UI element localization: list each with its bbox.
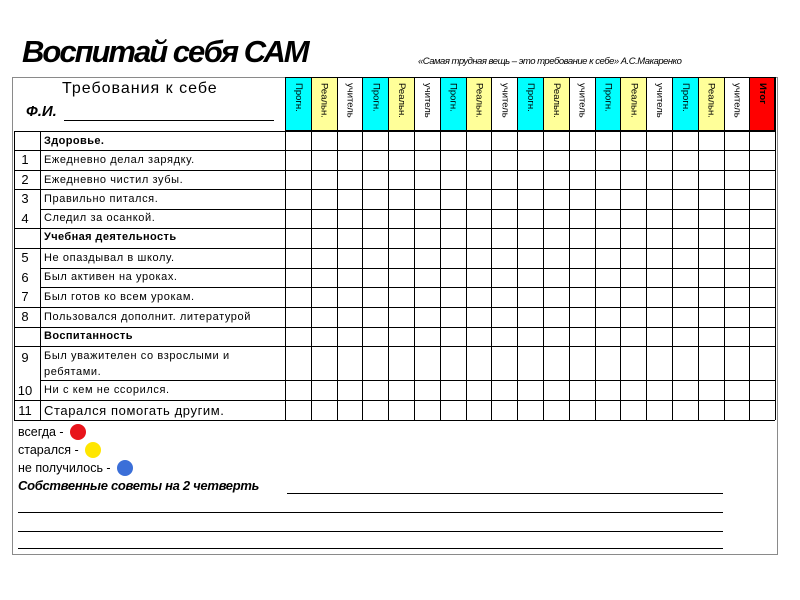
- quote: «Самая трудная вещь – это требование к себе» А.С.Макаренко: [418, 56, 682, 67]
- yellow-circle-icon: [85, 442, 101, 458]
- list-item: Не опаздывал в школу.: [44, 252, 175, 264]
- blue-circle-icon: [117, 460, 133, 476]
- grid-line: [646, 77, 647, 420]
- grid-line: [466, 77, 467, 420]
- total-column-header: [749, 77, 775, 131]
- row-number: 6: [21, 270, 29, 285]
- column-header-label: Реальн.: [705, 83, 717, 118]
- section-upbringing: Воспитанность: [44, 330, 133, 342]
- advice-line[interactable]: [287, 493, 723, 494]
- grid-line: [311, 77, 312, 420]
- column-header-label: Реальн.: [318, 83, 330, 118]
- grid-line: [14, 400, 775, 401]
- grid-line: [40, 268, 775, 269]
- grid-line: [775, 77, 776, 420]
- grid-line: [517, 77, 518, 420]
- row-number: 3: [21, 191, 29, 206]
- column-header: [440, 77, 467, 131]
- list-item: Был уважителен со взрослыми и ребятами.: [44, 350, 230, 378]
- column-header: [285, 77, 312, 131]
- legend-failed: [18, 460, 133, 476]
- advice-line[interactable]: [18, 548, 723, 549]
- row-number: 1: [21, 152, 29, 167]
- column-header: [724, 77, 751, 131]
- column-header: [414, 77, 441, 131]
- grid-line: [14, 420, 775, 421]
- grid-line: [491, 77, 492, 420]
- column-header-label: Прогн.: [602, 83, 614, 112]
- column-header-label: учитель: [499, 83, 511, 118]
- row-number: 9: [21, 350, 29, 365]
- list-item: Пользовался дополнит. литературой: [44, 311, 251, 323]
- grid-line: [40, 380, 775, 381]
- grid-line: [749, 77, 750, 420]
- column-header-label: учитель: [576, 83, 588, 118]
- column-header-label: Реальн.: [473, 83, 485, 118]
- column-header-label: учитель: [654, 83, 666, 118]
- row-number: 4: [21, 211, 29, 226]
- list-item: Ни с кем не ссорился.: [44, 384, 170, 396]
- grid-line: [14, 170, 775, 171]
- fio-label: Ф.И.: [26, 103, 57, 120]
- grid-line: [14, 131, 775, 132]
- column-header: [337, 77, 364, 131]
- column-header-label: Прогн.: [679, 83, 691, 112]
- column-header-label: Прогн.: [370, 83, 382, 112]
- grid-line: [40, 287, 775, 288]
- legend-always: [18, 424, 86, 440]
- grid-line: [595, 77, 596, 420]
- column-header-label: Реальн.: [628, 83, 640, 118]
- list-item: Старался помогать другим.: [44, 403, 225, 418]
- row-number: 8: [21, 309, 29, 324]
- grid-line: [620, 77, 621, 420]
- fio-input-line[interactable]: [64, 120, 274, 121]
- grid-line: [698, 77, 699, 420]
- list-item: Был готов ко всем урокам.: [44, 291, 195, 303]
- grid-line: [724, 77, 725, 420]
- page-title: Воспитай себя САМ: [22, 34, 308, 69]
- column-header-label: Прогн.: [292, 83, 304, 112]
- column-header: [388, 77, 415, 131]
- column-header: [311, 77, 338, 131]
- list-item: Правильно питался.: [44, 193, 159, 205]
- advice-label: Собственные советы на 2 четверть: [18, 478, 260, 493]
- section-study: Учебная деятельность: [44, 231, 177, 243]
- column-header-label: Реальн.: [550, 83, 562, 118]
- advice-line[interactable]: [18, 531, 723, 532]
- legend-label: не получилось -: [18, 461, 111, 475]
- column-header-label: учитель: [344, 83, 356, 118]
- row-number: 5: [21, 250, 29, 265]
- row-number: 7: [21, 289, 29, 304]
- section-health: Здоровье.: [44, 135, 105, 147]
- grid-line: [543, 77, 544, 420]
- list-item: Ежедневно чистил зубы.: [44, 174, 184, 186]
- grid-line: [14, 248, 775, 249]
- legend-label: всегда -: [18, 425, 64, 439]
- advice-line[interactable]: [18, 512, 723, 513]
- column-header: [595, 77, 622, 131]
- column-header: [620, 77, 647, 131]
- legend-label: старался -: [18, 443, 79, 457]
- column-header-label: учитель: [731, 83, 743, 118]
- requirements-heading: Требования к себе: [62, 80, 218, 97]
- column-header: [569, 77, 596, 131]
- column-header: [698, 77, 725, 131]
- grid-line: [388, 77, 389, 420]
- grid-line: [285, 77, 286, 420]
- row-number: 11: [18, 403, 32, 418]
- grid-line: [14, 327, 775, 328]
- column-header: [672, 77, 699, 131]
- red-circle-icon: [70, 424, 86, 440]
- column-header: [466, 77, 493, 131]
- grid-line: [362, 77, 363, 420]
- grid-line: [14, 150, 775, 151]
- grid-line: [569, 77, 570, 420]
- grid-line: [14, 189, 775, 190]
- grid-line: [337, 77, 338, 420]
- grid-line: [14, 346, 775, 347]
- grid-line: [40, 209, 775, 210]
- column-header: [646, 77, 673, 131]
- list-item: Был активен на уроках.: [44, 271, 178, 283]
- total-label: Итог: [756, 83, 768, 105]
- column-header-label: Прогн.: [525, 83, 537, 112]
- grid-line: [440, 77, 441, 420]
- grid-line: [414, 77, 415, 420]
- grid-line: [40, 131, 41, 420]
- legend-tried: [18, 442, 101, 458]
- grid-line: [672, 77, 673, 420]
- row-number: 2: [21, 172, 29, 187]
- list-item: Следил за осанкой.: [44, 212, 156, 224]
- column-header-label: Прогн.: [447, 83, 459, 112]
- grid-line: [14, 307, 775, 308]
- list-item: Ежедневно делал зарядку.: [44, 154, 195, 166]
- column-header: [543, 77, 570, 131]
- column-header: [362, 77, 389, 131]
- column-header-label: учитель: [421, 83, 433, 118]
- column-header: [517, 77, 544, 131]
- column-header: [491, 77, 518, 131]
- grid-line: [14, 228, 775, 229]
- column-header-label: Реальн.: [396, 83, 408, 118]
- row-number: 10: [17, 383, 33, 398]
